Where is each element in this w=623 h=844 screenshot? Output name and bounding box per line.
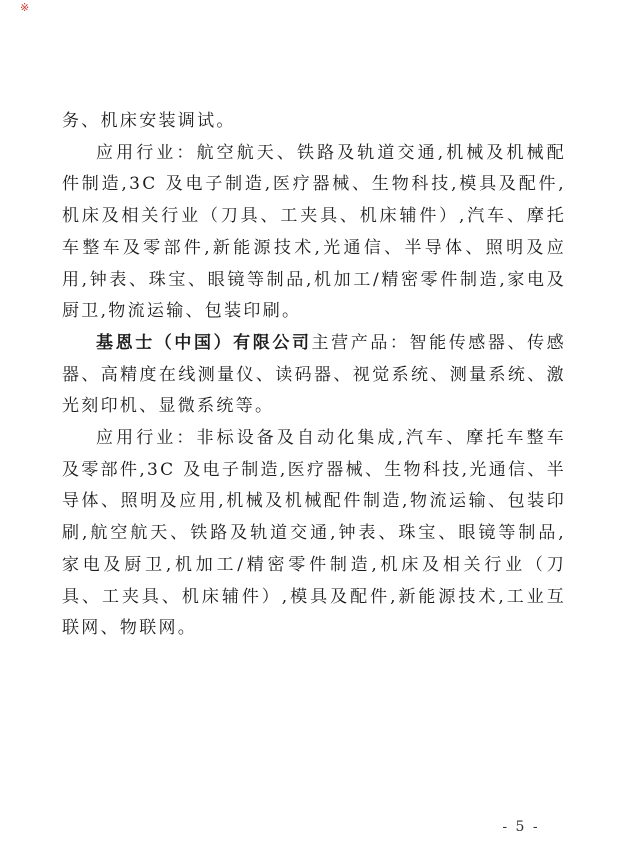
document-body [62,106,566,645]
paragraph-application-industries-1: 应用行业：航空航天、铁路及轨道交通,机械及机械配件制造,3C 及电子制造,医疗器械、生物科技,模具及配件,机床及相关行业（刀具、工夹具、机床辅件）,汽车、摩托车整车及零部件,新能源技术,光通信、半导体、照明及应用,钟表、珠宝、眼镜等制品,机加工/精密零件制造,家电及厨卫,物流运输、包装印刷。 [62,142,566,322]
paragraph-application-industries-2: 应用行业：非标设备及自动化集成,汽车、摩托车整车及零部件,3C 及电子制造,医疗器械、生物科技,光通信、半导体、照明及应用,机械及机械配件制造,物流运输、包装印刷,航空航天、铁路及轨道交通,钟表、珠宝、眼镜等制品,家电及厨卫,机加工/精密零件制造,机床及相关行业（刀具、工夹具、机床辅件）,模具及配件,新能源技术,工业互联网、物联网。 [62,428,566,639]
page-number: - 5 - [502,819,540,835]
paragraph-keyence-products [62,328,566,423]
red-stamp-mark: ※ [20,1,30,14]
company-name-bold: 基恩士（中国）有限公司 [96,332,312,353]
paragraph-continuation: 务、机床安装调试。 [62,111,236,131]
paragraph-keyence-products-text: 主营产品：智能传感器、传感器、高精度在线测量仪、读码器、视觉系统、测量系统、激光刻印机、显微系统等。 [62,332,566,417]
